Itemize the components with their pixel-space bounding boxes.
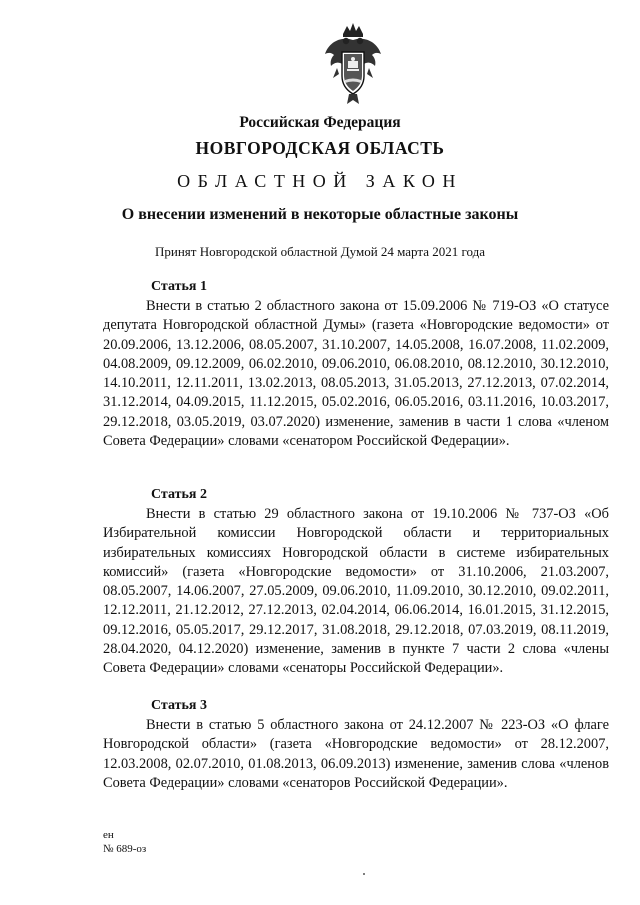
adoption-note: Принят Новгородской областной Думой 24 марта 2021 года (154, 244, 486, 259)
law-title: О внесении изменений в некоторые областные законы (121, 206, 519, 223)
country-name: Российская Федерация (239, 114, 401, 131)
article-title: Статья 2 (151, 487, 207, 502)
registration-footer (103, 828, 146, 856)
scan-speck (363, 873, 365, 875)
article-text: Внести в статью 5 областного закона от 24.12.2007 № 223-ОЗ «О флаге Новгородской области» (газета «Новгородские ведомости» от 28.12.2007, 12.03.2008, 02.07.2010, 01.08.2013, 06.09.2013) изменение, заменив слова «членов Совета Федерации» словами «сенаторов Российской Федерации». (103, 717, 609, 791)
article-1 (103, 277, 609, 451)
article-2 (103, 485, 609, 679)
executor-initials: ен (103, 829, 114, 841)
article-title: Статья 3 (151, 698, 207, 713)
document-number: № 689-оз (103, 843, 147, 855)
article-3 (103, 696, 609, 793)
article-text: Внести в статью 29 областного закона от 19.10.2006 № 737-ОЗ «Об Избирательной комиссии Новгородской области и территориальных избирательных комиссиях Новгородской области в системе избирательных комиссий» (газета «Новгородские ведомости» от 31.10.2006, 21.03.2007, 08.05.2007, 14.06.2007, 27.05.2009, 09.06.2010, 11.09.2010, 30.12.2010, 09.02.2011, 12.12.2011, 21.12.2012, 27.12.2013, 02.04.2014, 06.06.2014, 16.01.2015, 31.12.2015, 09.12.2016, 05.05.2017, 29.12.2017, 31.08.2018, 29.12.2018, 07.03.2019, 08.11.2019, 28.04.2020, 04.12.2020) изменение, заменив в пункте 7 части 2 слова «члены Совета Федерации» словами «сенаторы Российской Федерации». (103, 506, 609, 677)
law-type: ОБЛАСТНОЙ ЗАКОН (177, 171, 463, 191)
region-name: НОВГОРОДСКАЯ ОБЛАСТЬ (195, 138, 445, 158)
novgorod-coat-of-arms-icon (323, 20, 383, 110)
article-title: Статья 1 (151, 279, 207, 294)
article-text: Внести в статью 2 областного закона от 15.09.2006 № 719-ОЗ «О статусе депутата Новгородской областной Думы» (газета «Новгородские ведомости» от 20.09.2006, 13.12.2006, 08.05.2007, 31.10.2007, 14.05.2008, 16.07.2008, 11.02.2009, 04.08.2009, 09.12.2009, 06.02.2010, 09.06.2010, 06.08.2010, 08.12.2010, 30.12.2010, 14.10.2011, 12.11.2011, 13.02.2013, 08.05.2013, 31.05.2013, 27.12.2013, 07.02.2014, 31.12.2014, 04.09.2015, 11.12.2015, 05.02.2016, 06.05.2016, 03.11.2016, 10.03.2017, 29.12.2018, 03.05.2019, 03.07.2020) изменение, заменив в части 1 слова «членом Совета Федерации» словами «сенатором Российской Федерации». (103, 298, 609, 450)
